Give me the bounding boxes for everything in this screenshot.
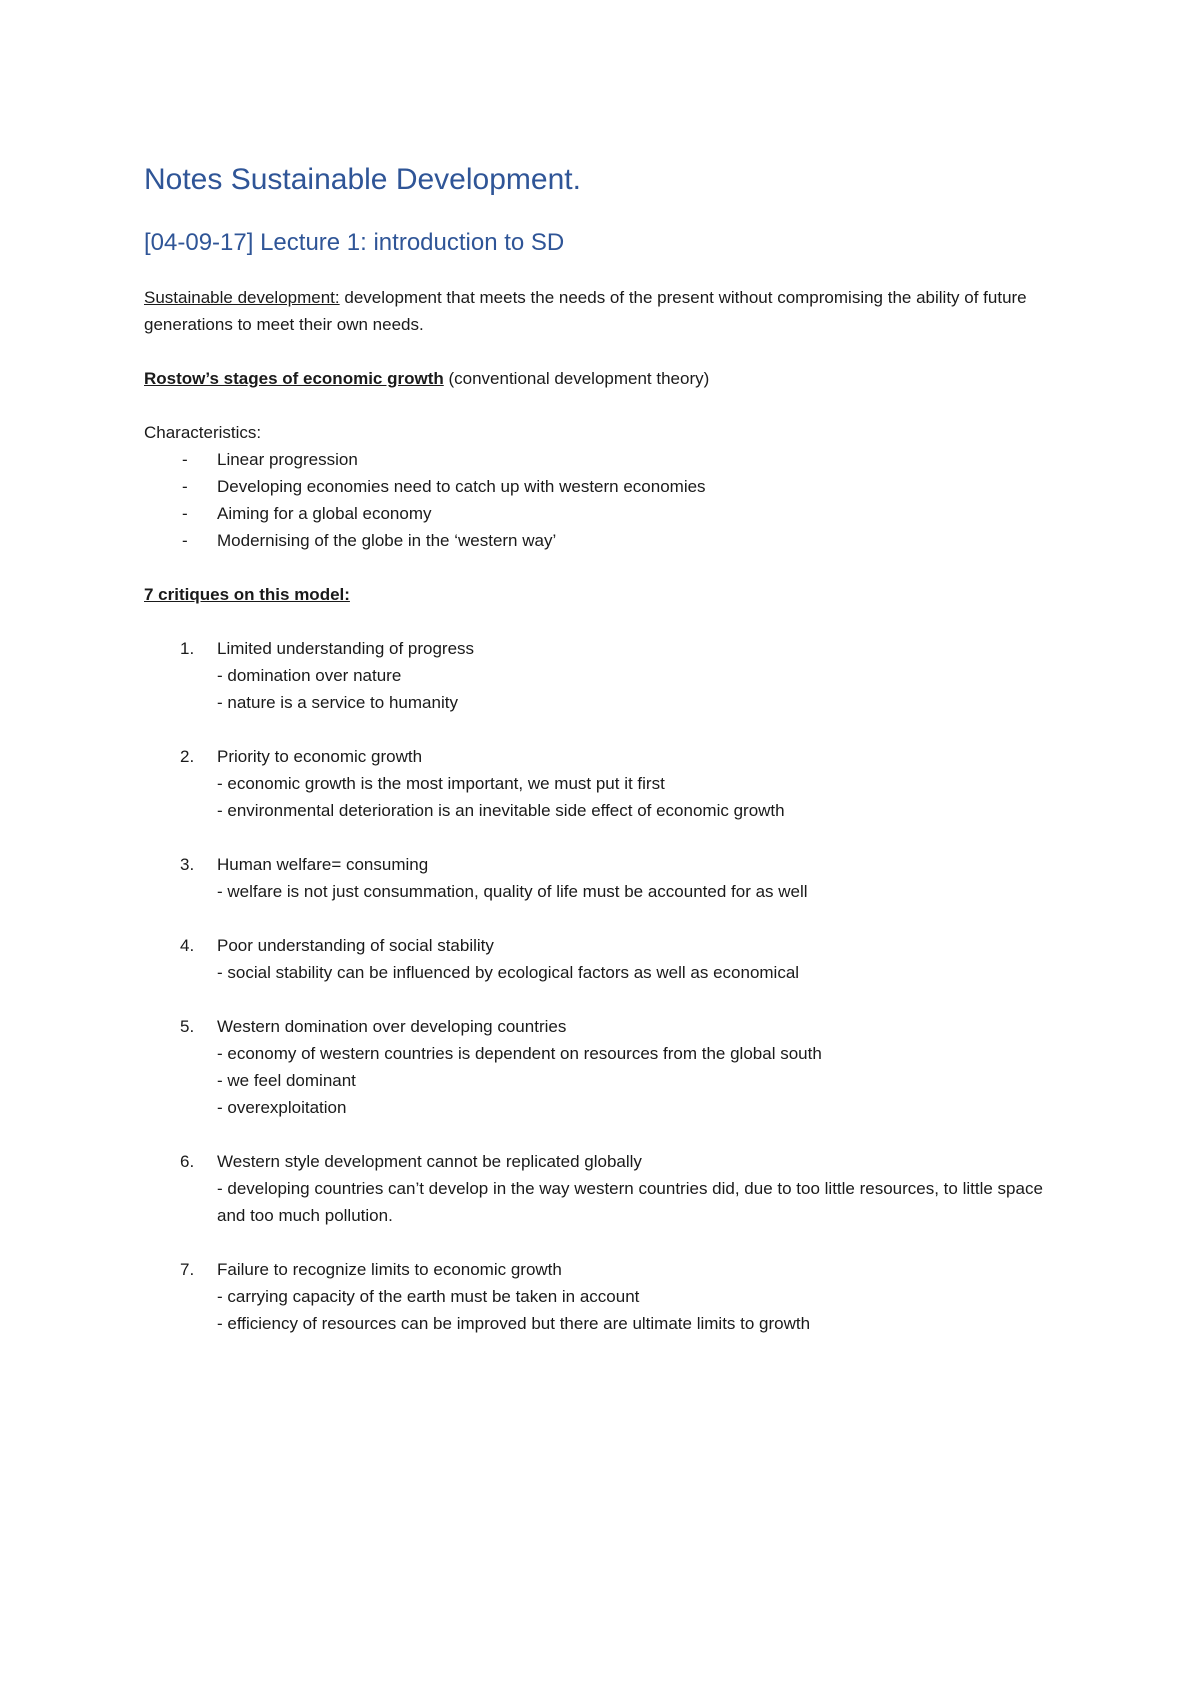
dash-marker: - xyxy=(182,477,188,496)
critique-subpoint: - domination over nature xyxy=(217,666,402,685)
critique-title: Human welfare= consuming xyxy=(217,855,429,874)
critique-subpoint: - carrying capacity of the earth must be taken in account xyxy=(217,1287,640,1306)
rostow-heading: Rostow’s stages of economic growth xyxy=(144,369,444,388)
list-item xyxy=(144,446,1064,473)
critique-title: Western domination over developing countries xyxy=(217,1017,567,1036)
critique-title: Western style development cannot be replicated globally xyxy=(217,1152,642,1171)
critique-item-2 xyxy=(144,743,1064,824)
spacer xyxy=(144,392,1064,419)
list-item xyxy=(144,473,1064,500)
critique-number: 4. xyxy=(180,936,195,955)
critique-item-5 xyxy=(144,1013,1064,1121)
critique-title: Limited understanding of progress xyxy=(217,639,475,658)
critique-subpoint: - welfare is not just consummation, quality of life must be accounted for as well xyxy=(217,882,808,901)
characteristics-label: Characteristics: xyxy=(144,423,262,442)
list-item xyxy=(144,500,1064,527)
critique-subpoint: - nature is a service to humanity xyxy=(217,693,458,712)
critique-item-4 xyxy=(144,932,1064,986)
critique-item-1 xyxy=(144,635,1064,716)
critique-number: 3. xyxy=(180,855,195,874)
critiques-heading: 7 critiques on this model: xyxy=(144,585,350,604)
list-item-text: Linear progression xyxy=(217,450,358,469)
list-item-text: Developing economies need to catch up with western economies xyxy=(217,477,706,496)
critique-number: 1. xyxy=(180,639,195,658)
dash-marker: - xyxy=(182,450,188,469)
critique-item-3 xyxy=(144,851,1064,905)
critique-subpoint: - environmental deterioration is an inevitable side effect of economic growth xyxy=(217,801,785,820)
definition-paragraph xyxy=(144,284,1064,338)
spacer xyxy=(144,554,1064,581)
dash-marker: - xyxy=(182,504,188,523)
critique-number: 5. xyxy=(180,1017,195,1036)
list-item-text: Modernising of the globe in the ‘western way’ xyxy=(217,531,557,550)
spacer xyxy=(144,338,1064,365)
list-item xyxy=(144,527,1064,554)
critique-title: Priority to economic growth xyxy=(217,747,423,766)
list-item-text: Aiming for a global economy xyxy=(217,504,432,523)
characteristics-list xyxy=(144,446,1064,554)
critique-item-6 xyxy=(144,1148,1064,1229)
critique-subpoint: - economic growth is the most important, we must put it first xyxy=(217,774,665,793)
critique-subpoint: - efficiency of resources can be improved but there are ultimate limits to growth xyxy=(217,1314,811,1333)
critique-number: 2. xyxy=(180,747,195,766)
dash-marker: - xyxy=(182,531,188,550)
definition-term: Sustainable development: xyxy=(144,288,340,307)
critique-title: Poor understanding of social stability xyxy=(217,936,494,955)
critique-subpoint: - overexploitation xyxy=(217,1098,347,1117)
critique-number: 6. xyxy=(180,1152,195,1171)
lecture-heading: [04-09-17] Lecture 1: introduction to SD xyxy=(144,229,565,256)
definition-text: development that meets the needs of the present without compromising the ability of future generations to meet their own needs. xyxy=(144,288,1027,334)
document-title: Notes Sustainable Development. xyxy=(144,163,581,196)
rostow-note: (conventional development theory) xyxy=(443,369,710,388)
critique-title: Failure to recognize limits to economic growth xyxy=(217,1260,562,1279)
critiques-list xyxy=(144,635,1064,1337)
critique-subpoint: - social stability can be influenced by ecological factors as well as economical xyxy=(217,963,800,982)
document-content xyxy=(144,160,1064,1364)
spacer xyxy=(144,608,1064,635)
critique-subpoint: - economy of western countries is dependent on resources from the global south xyxy=(217,1044,822,1063)
rostow-paragraph xyxy=(144,365,1064,392)
critique-number: 7. xyxy=(180,1260,195,1279)
critique-item-7 xyxy=(144,1256,1064,1337)
critique-subpoint: - we feel dominant xyxy=(217,1071,356,1090)
critique-subpoint: - developing countries can’t develop in the way western countries did, due to too little resources, to little space and too much pollution. xyxy=(217,1179,1043,1225)
